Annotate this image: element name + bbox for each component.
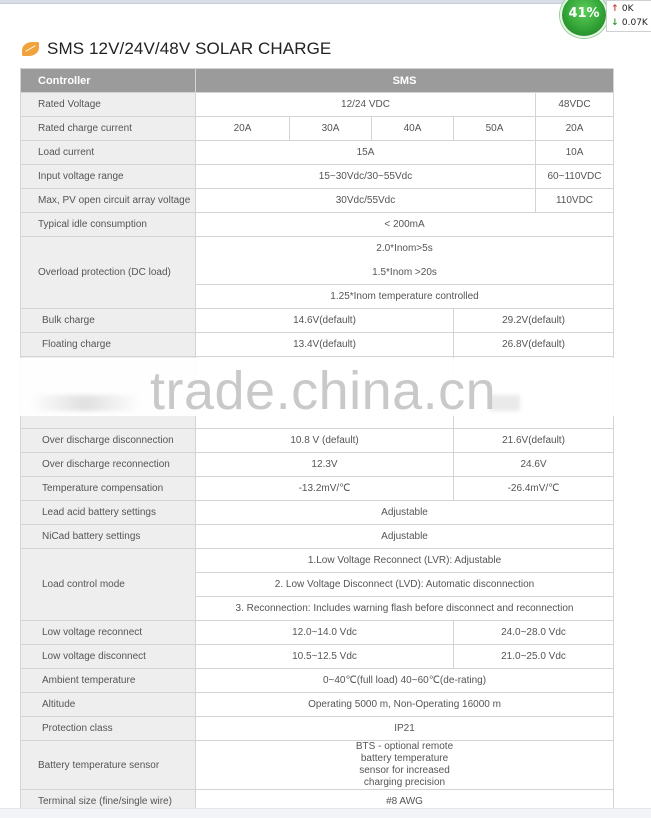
cell: 110VDC — [536, 189, 614, 213]
cell: 10.5~12.5 Vdc — [196, 645, 454, 669]
cell: 10A — [536, 141, 614, 165]
page-title: SMS 12V/24V/48V SOLAR CHARGE — [47, 39, 332, 58]
row-label: Rated Voltage — [21, 93, 196, 117]
upload-speed: 0K — [621, 4, 634, 14]
download-row — [611, 18, 648, 28]
cell: 21.6V(default) — [454, 429, 614, 453]
cell: 10.8 V (default) — [196, 429, 454, 453]
cell: 21.0~25.0 Vdc — [454, 645, 614, 669]
cell: 3. Reconnection: Includes warning flash before disconnect and reconnection — [196, 597, 614, 621]
cell: 13.4V(default) — [196, 333, 454, 357]
cell: 2.0*Inom>5s — [196, 237, 614, 261]
row-label: Load current — [21, 141, 196, 165]
row-label: Typical idle consumption — [21, 213, 196, 237]
cpu-gauge[interactable] — [560, 0, 608, 38]
table-row — [21, 333, 614, 357]
row-label: Terminal size (fine/single wire) — [21, 790, 196, 814]
row-label: Low voltage reconnect — [21, 621, 196, 645]
table-row — [21, 501, 614, 525]
table-row — [21, 717, 614, 741]
cpu-percent: 41% — [568, 6, 600, 21]
row-label: Over discharge disconnection — [21, 429, 196, 453]
network-speed-widget[interactable] — [556, 0, 651, 34]
table-row — [21, 117, 614, 141]
cell: 0~40℃(full load) 40~60℃(de-rating) — [196, 669, 614, 693]
table-row — [21, 645, 614, 669]
row-label: Altitude — [21, 693, 196, 717]
cell: 30A — [290, 117, 372, 141]
table-row — [21, 93, 614, 117]
cell: 12/24 VDC — [196, 93, 536, 117]
row-label: Input voltage range — [21, 165, 196, 189]
cell: -26.4mV/℃ — [454, 477, 614, 501]
cell: 15A — [196, 141, 536, 165]
upload-arrow-icon: ↑ — [611, 4, 619, 14]
cell: 12.0~14.0 Vdc — [196, 621, 454, 645]
cell: 24.0~28.0 Vdc — [454, 621, 614, 645]
table-row — [21, 237, 614, 261]
table-row — [21, 165, 614, 189]
row-label: Load control mode — [21, 549, 196, 621]
cell: 15~30Vdc/30~55Vdc — [196, 165, 536, 189]
header-sms: SMS — [196, 69, 614, 93]
cell: 40A — [372, 117, 454, 141]
header-controller: Controller — [21, 69, 196, 93]
row-label: Max, PV open circuit array voltage — [21, 189, 196, 213]
page-title-block — [22, 38, 331, 60]
cell: 26.8V(default) — [454, 333, 614, 357]
cell: BTS - optional remote battery temperature sensor for increased charging precision — [196, 741, 614, 790]
row-label: Battery temperature sensor — [21, 741, 196, 790]
row-label: Floating charge — [21, 333, 196, 357]
table-row — [21, 477, 614, 501]
table-row — [21, 429, 614, 453]
row-label: Temperature compensation — [21, 477, 196, 501]
row-label: Lead acid battery settings — [21, 501, 196, 525]
table-row — [21, 453, 614, 477]
download-speed: 0.07K — [621, 18, 648, 28]
table-row — [21, 669, 614, 693]
table-row — [21, 213, 614, 237]
cell: 24.6V — [454, 453, 614, 477]
table-row — [21, 741, 614, 790]
cell: Operating 5000 m, Non-Operating 16000 m — [196, 693, 614, 717]
cell: IP21 — [196, 717, 614, 741]
cell: 1.5*Inom >20s — [196, 261, 614, 285]
row-label: Ambient temperature — [21, 669, 196, 693]
download-arrow-icon: ↓ — [611, 18, 619, 28]
browser-top-edge — [0, 0, 651, 4]
cell: 1.Low Voltage Reconnect (LVR): Adjustable — [196, 549, 614, 573]
table-header-row — [21, 69, 614, 93]
cell: Adjustable — [196, 525, 614, 549]
table-row — [21, 525, 614, 549]
table-row — [21, 549, 614, 573]
upload-row — [611, 4, 634, 14]
cell: 1.25*Inom temperature controlled — [196, 285, 614, 309]
cell: 60~110VDC — [536, 165, 614, 189]
cell: 20A — [536, 117, 614, 141]
cell: 50A — [454, 117, 536, 141]
row-label: Rated charge current — [21, 117, 196, 141]
cell: #8 AWG — [196, 790, 614, 814]
cell: 12.3V — [196, 453, 454, 477]
cell: 14.6V(default) — [196, 309, 454, 333]
table-row — [21, 693, 614, 717]
table-row — [21, 141, 614, 165]
row-label: Protection class — [21, 717, 196, 741]
blurred-text — [30, 395, 140, 411]
row-label: Bulk charge — [21, 309, 196, 333]
cell: 20A — [196, 117, 290, 141]
row-label: Low voltage disconnect — [21, 645, 196, 669]
cell: Adjustable — [196, 501, 614, 525]
cell: -13.2mV/℃ — [196, 477, 454, 501]
row-label: NiCad battery settings — [21, 525, 196, 549]
leaf-icon — [22, 42, 39, 56]
cell: 30Vdc/55Vdc — [196, 189, 536, 213]
row-label: Overload protection (DC load) — [21, 237, 196, 309]
cell: 48VDC — [536, 93, 614, 117]
spec-table — [20, 68, 614, 814]
cell: < 200mA — [196, 213, 614, 237]
table-row — [21, 309, 614, 333]
row-label: Over discharge reconnection — [21, 453, 196, 477]
page-bottom-edge — [0, 808, 651, 818]
network-panel — [606, 0, 651, 32]
table-row — [21, 189, 614, 213]
cell: 29.2V(default) — [454, 309, 614, 333]
cell: 2. Low Voltage Disconnect (LVD): Automatic disconnection — [196, 573, 614, 597]
watermark-text: trade.china.cn — [150, 361, 497, 421]
table-row — [21, 621, 614, 645]
